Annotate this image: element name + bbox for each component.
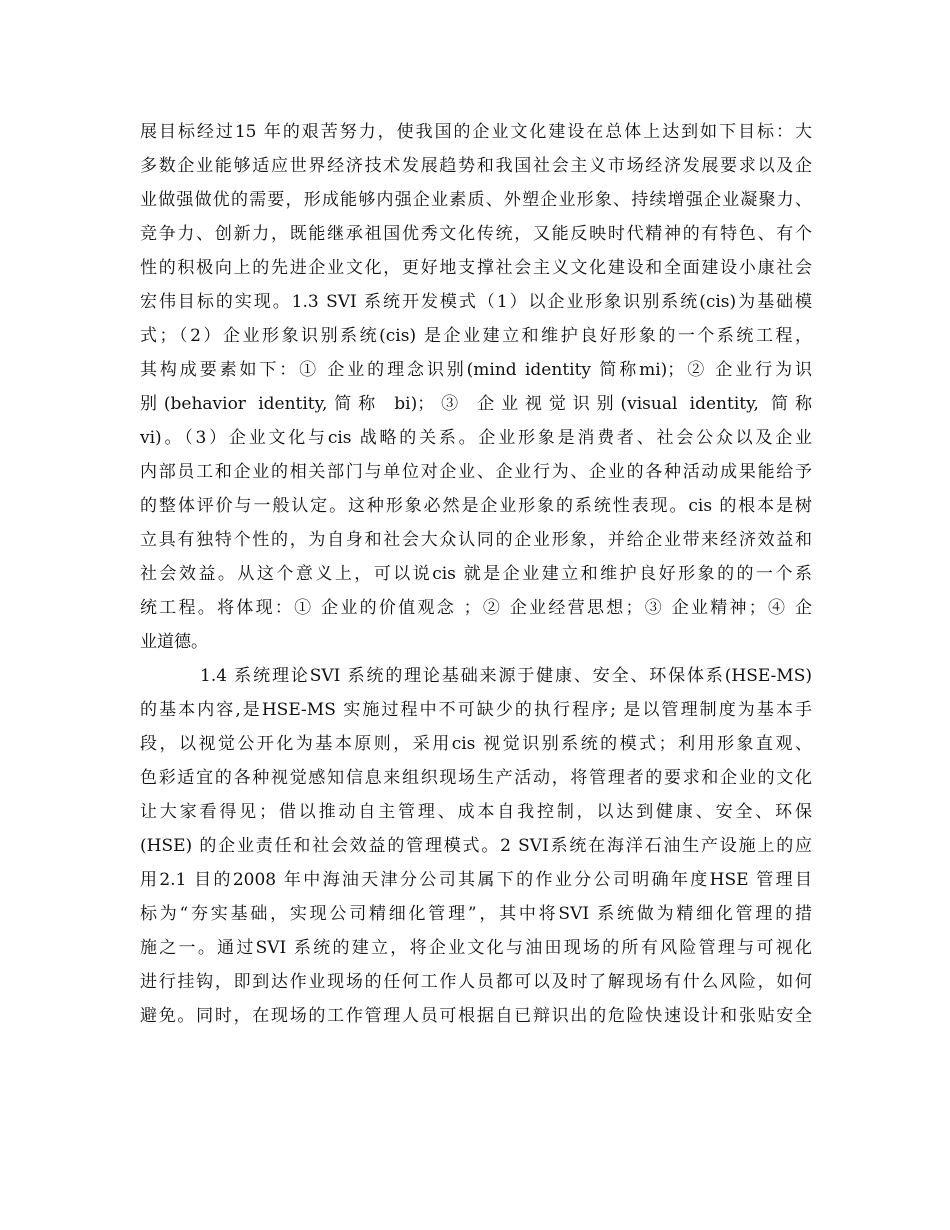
text-line: 施之一。通过SVI 系统的建立，将企业文化与油田现场的所有风险管理与可视化 — [140, 938, 812, 958]
text-line: 色彩适宜的各种视觉感知信息来组织现场生产活动，将管理者的要求和企业的文化 — [140, 768, 812, 788]
text-line: 统工程。将体现：① 企业的价值观念 ；② 企业经营思想；③ 企业精神；④ 企 — [140, 598, 812, 618]
text-line: 其构成要素如下：① 企业的理念识别(mind identity 简称mi)；② 企业行为识 — [140, 360, 812, 380]
text-line: 立具有独特个性的，为自身和社会大众认同的企业形象，并给企业带来经济效益和 — [140, 530, 812, 550]
text-line: 社会效益。从这个意义上，可以说cis 就是企业建立和维护良好形象的的一个系 — [140, 564, 812, 584]
text-line: 的基本内容,是HSE-MS 实施过程中不可缺少的执行程序; 是以管理制度为基本手 — [140, 700, 812, 720]
text-line: 业道德。 — [140, 632, 208, 652]
paragraph-first-line: 1.4 系统理论SVI 系统的理论基础来源于健康、安全、环保体系(HSE-MS) — [200, 666, 812, 686]
text-line: 段，以视觉公开化为基本原则，采用cis 视觉识别系统的模式；利用形象直观、 — [140, 734, 812, 754]
text-line: 竞争力、创新力，既能继承祖国优秀文化传统，又能反映时代精神的有特色、有个 — [140, 224, 812, 244]
text-line: 的整体评价与一般认定。这种形象必然是企业形象的系统性表现。cis 的根本是树 — [140, 496, 812, 516]
text-line: 避免。同时，在现场的工作管理人员可根据自已辩识出的危险快速设计和张贴安全 — [140, 1006, 812, 1026]
text-line: 标为“夯实基础，实现公司精细化管理”，其中将SVI 系统做为精细化管理的措 — [140, 904, 812, 924]
text-line: 展目标经过15 年的艰苦努力，使我国的企业文化建设在总体上达到如下目标：大 — [140, 122, 812, 142]
text-line: (HSE) 的企业责任和社会效益的管理模式。2 SVI系统在海洋石油生产设施上的应 — [140, 836, 812, 856]
text-line: 宏伟目标的实现。1.3 SVI 系统开发模式（1）以企业形象识别系统(cis)为基础模 — [140, 292, 812, 312]
text-line: 式；（2）企业形象识别系统(cis) 是企业建立和维护良好形象的一个系统工程， — [140, 326, 812, 346]
text-line: 内部员工和企业的相关部门与单位对企业、企业行为、企业的各种活动成果能给予 — [140, 462, 812, 482]
text-line: 多数企业能够适应世界经济技术发展趋势和我国社会主义市场经济发展要求以及企 — [140, 156, 812, 176]
text-line: 进行挂钩，即到达作业现场的任何工作人员都可以及时了解现场有什么风险，如何 — [140, 972, 812, 992]
text-line: 性的积极向上的先进企业文化，更好地支撑社会主义文化建设和全面建设小康社会 — [140, 258, 812, 278]
text-line: 别(behavior identity,简称 bi)；③ 企业视觉识别(visual identity, 简称 — [140, 394, 812, 414]
text-line: vi)。（3）企业文化与cis 战略的关系。企业形象是消费者、社会公众以及企业 — [140, 428, 812, 448]
text-line: 用2.1 目的2008 年中海油天津分公司其属下的作业分公司明确年度HSE 管理目 — [140, 870, 812, 890]
text-line: 业做强做优的需要，形成能够内强企业素质、外塑企业形象、持续增强企业凝聚力、 — [140, 190, 812, 210]
text-line: 让大家看得见；借以推动自主管理、成本自我控制，以达到健康、安全、环保 — [140, 802, 812, 822]
